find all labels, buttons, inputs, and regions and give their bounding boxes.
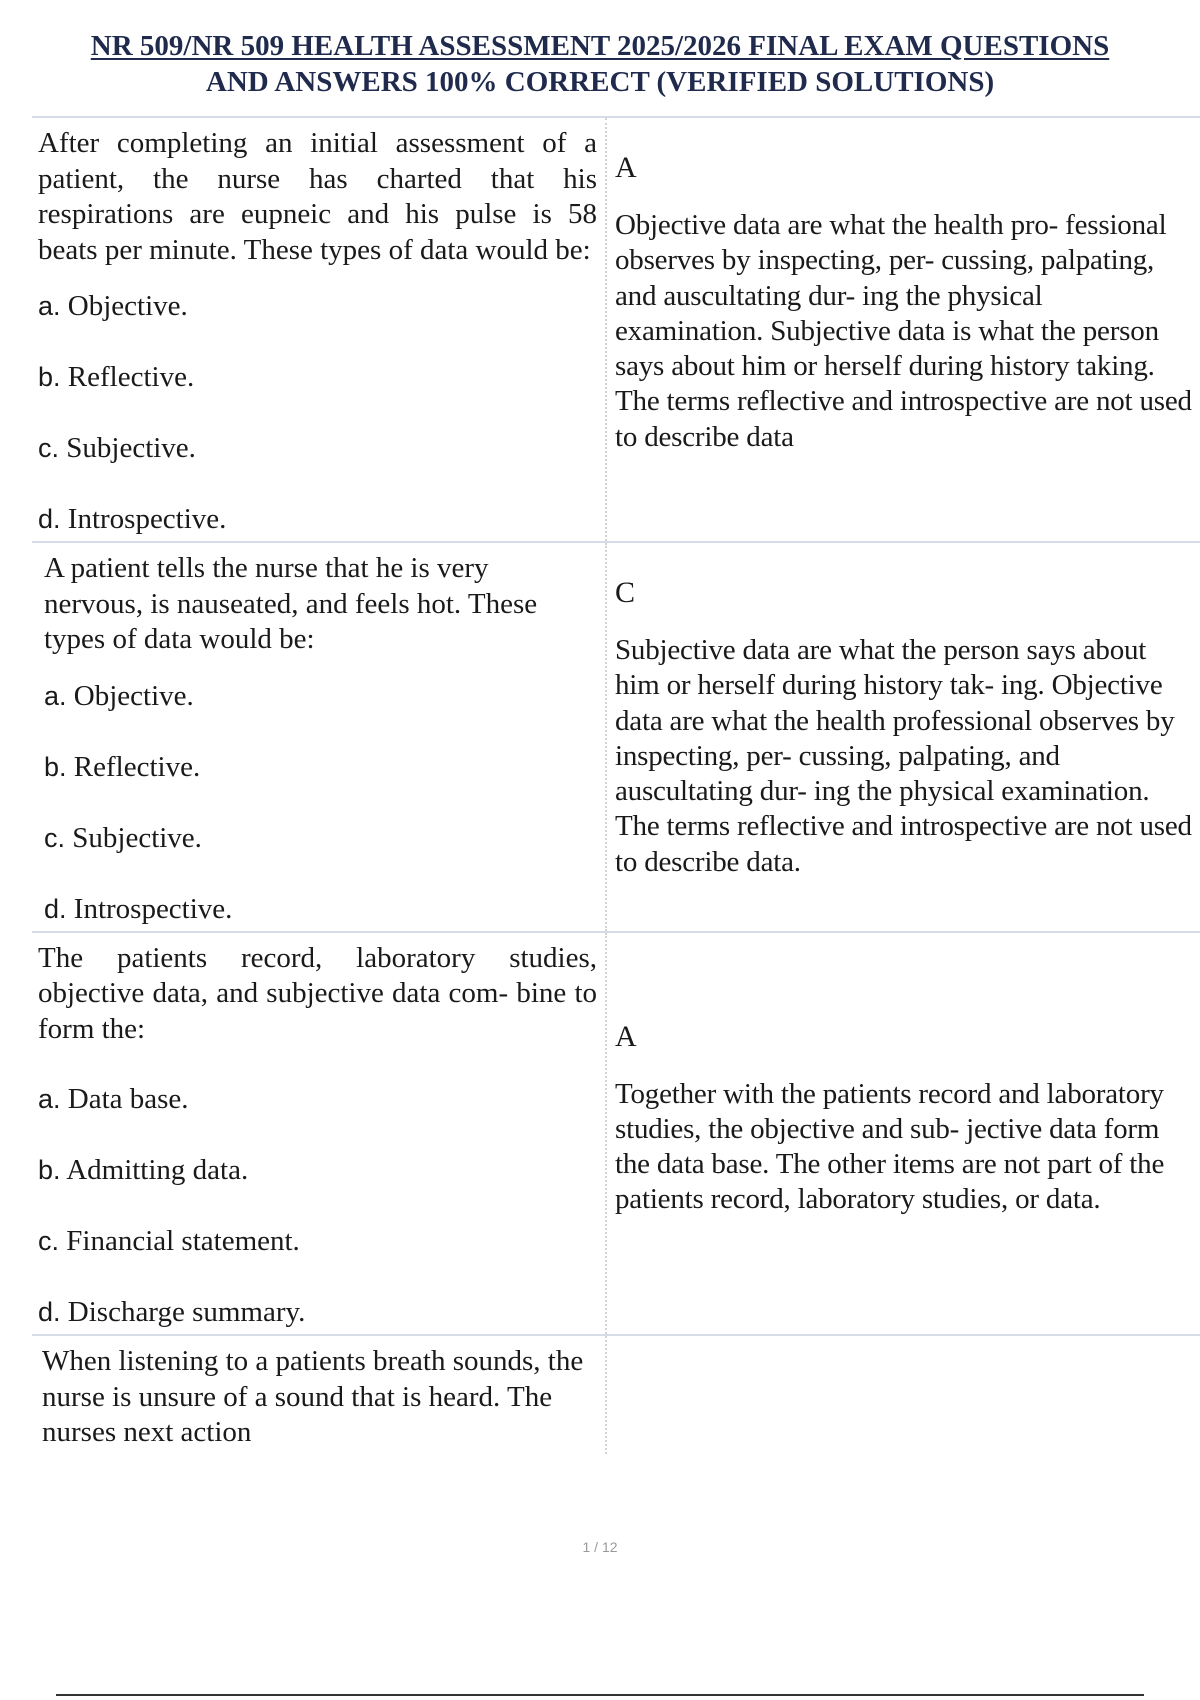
option-letter: d. — [38, 1297, 61, 1327]
qa-row — [32, 541, 1200, 931]
title-line-2: AND ANSWERS 100% CORRECT (VERIFIED SOLUTIONS) — [205, 66, 995, 98]
option-text: Financial statement. — [66, 1225, 300, 1257]
answer-cell — [607, 543, 1200, 931]
option-letter: c. — [38, 1226, 60, 1256]
option-letter: c. — [44, 822, 66, 853]
option-d — [38, 501, 597, 537]
answer-letter: C — [615, 576, 636, 609]
option-text: Discharge summary. — [67, 1296, 306, 1328]
option-text: Subjective. — [72, 821, 202, 854]
option-letter: b. — [38, 1155, 61, 1185]
qa-table — [32, 116, 1200, 1454]
option-a — [38, 288, 597, 324]
option-letter: d. — [44, 893, 67, 924]
title-line-1: NR 509/NR 509 HEALTH ASSESSMENT 2025/2026 FINAL EXAM QUESTIONS — [90, 30, 1110, 62]
page-number: 1 / 12 — [582, 1539, 618, 1555]
question-cell — [32, 933, 607, 1335]
option-d — [38, 1294, 597, 1330]
option-b — [38, 359, 597, 395]
option-a — [44, 678, 597, 714]
option-list — [38, 288, 597, 537]
option-letter: a. — [44, 680, 67, 711]
answer-explanation: Subjective data are what the person says about him or herself during history tak- ing. Objective data are what the health professional observes by inspecting, per- cussing, palpating, and auscultating dur- ing the physical examination. The terms reflective and introspective are not used to describe data. — [615, 634, 1192, 878]
document-title — [0, 28, 1200, 100]
option-c — [38, 1223, 597, 1259]
option-text: Reflective. — [73, 750, 201, 783]
option-list — [38, 1081, 597, 1330]
answer-cell — [607, 118, 1200, 541]
option-letter: b. — [44, 751, 67, 782]
answer-explanation: Together with the patients record and laboratory studies, the objective and sub- jective data form the data base. The other items are not part of the patients record, laboratory studies, or data. — [615, 1077, 1165, 1216]
footer-divider — [56, 1694, 1144, 1696]
question-cell — [32, 1336, 607, 1454]
question-text: When listening to a patients breath sounds, the nurse is unsure of a sound that is heard. The nurses next action — [42, 1345, 584, 1448]
option-letter: b. — [38, 362, 61, 392]
qa-row — [32, 1334, 1200, 1454]
option-a — [38, 1081, 597, 1117]
answer-letter: A — [615, 151, 637, 184]
option-c — [38, 430, 597, 466]
qa-row — [32, 931, 1200, 1335]
answer-letter: A — [615, 1019, 637, 1053]
option-letter: d. — [38, 504, 61, 534]
option-list — [44, 678, 597, 927]
option-b — [44, 749, 597, 785]
option-d — [44, 891, 597, 927]
answer-cell — [607, 1336, 1200, 1454]
question-cell — [32, 543, 607, 931]
option-text: Reflective. — [67, 361, 195, 393]
option-letter: a. — [38, 291, 61, 321]
answer-explanation: Objective data are what the health pro- fessional observes by inspecting, per- cussing, palpating, and auscultating dur- ing the physical examination. Subjective data is what the person says about him or herself during history taking. The terms reflective and introspective are not used to describe data — [615, 209, 1192, 453]
question-text: After completing an initial assessment of a patient, the nurse has charted that his respirations are eupneic and his pulse is 58 beats per minute. These types of data would be: — [38, 127, 597, 266]
option-text: Objective. — [73, 679, 194, 712]
question-cell — [32, 118, 607, 541]
qa-row — [32, 116, 1200, 541]
question-text: A patient tells the nurse that he is very nervous, is nauseated, and feels hot. These types of data would be: — [44, 552, 538, 655]
option-text: Introspective. — [73, 892, 233, 925]
option-letter: a. — [38, 1084, 61, 1114]
question-text: The patients record, laboratory studies, objective data, and subjective data com- bine to form the: — [38, 941, 597, 1045]
option-letter: c. — [38, 433, 60, 463]
option-text: Introspective. — [67, 503, 227, 535]
option-text: Objective. — [67, 290, 188, 322]
option-c — [44, 820, 597, 856]
option-text: Data base. — [67, 1083, 189, 1115]
option-b — [38, 1152, 597, 1188]
answer-cell — [607, 933, 1200, 1335]
option-text: Admitting data. — [66, 1154, 249, 1186]
option-text: Subjective. — [66, 432, 196, 464]
